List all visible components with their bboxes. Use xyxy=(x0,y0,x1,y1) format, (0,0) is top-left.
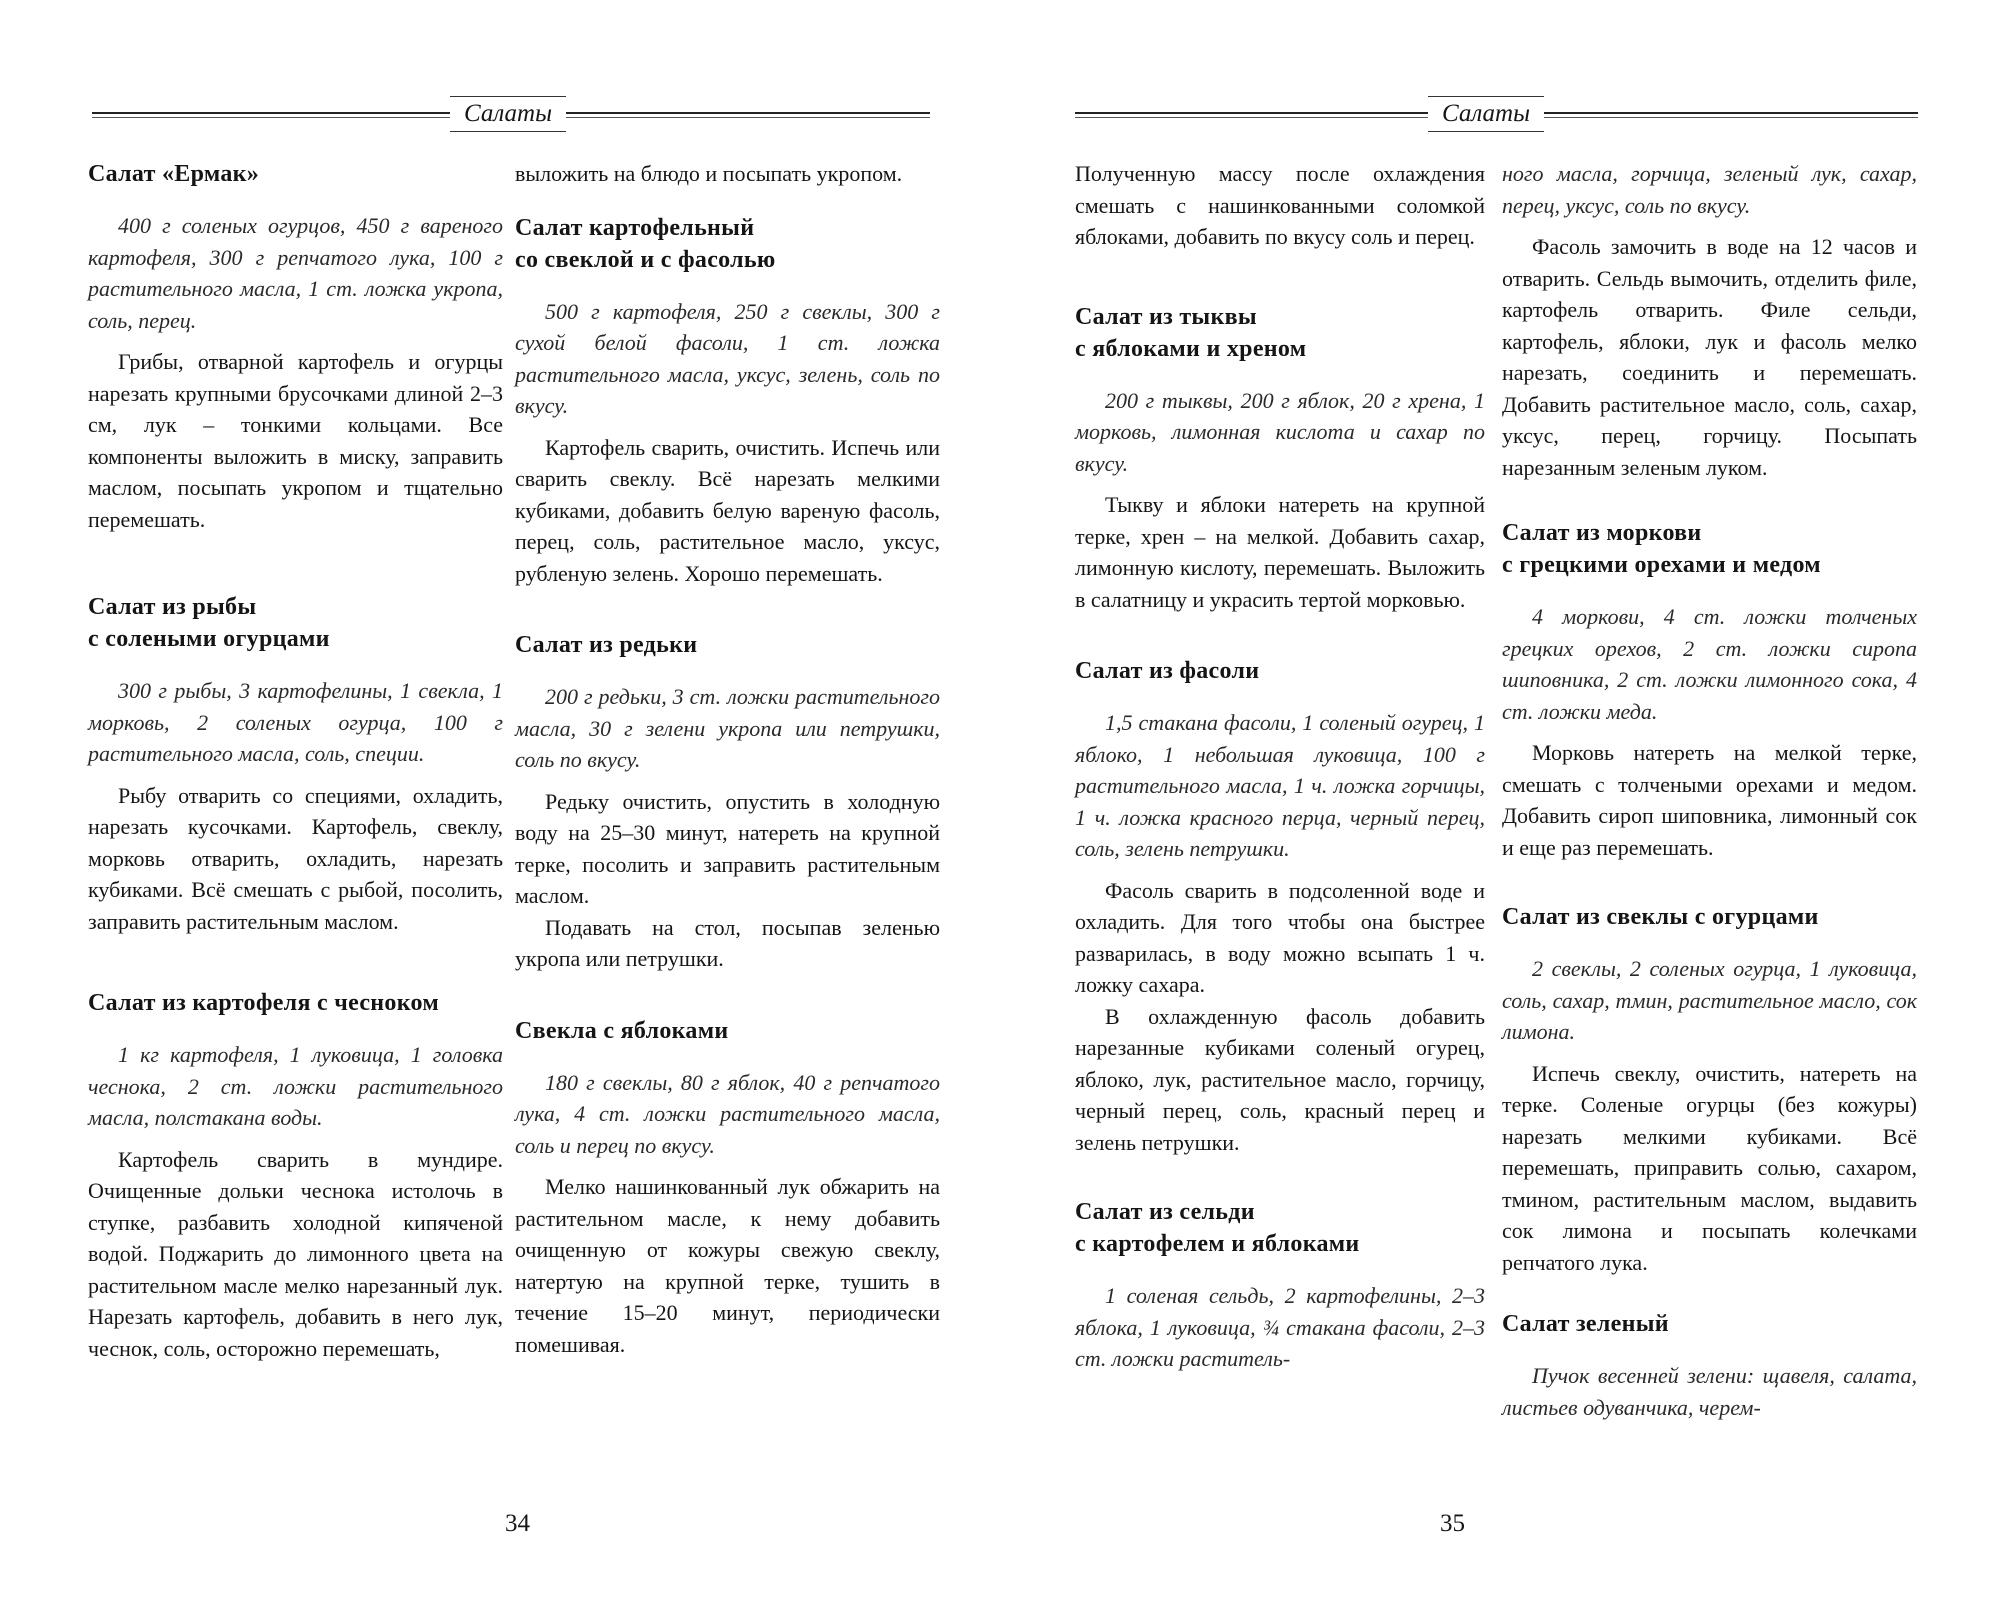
recipe-ingredients: 1 соленая сельдь, 2 картофелины, 2–3 яблока, 1 луковица, ¾ стакана фасоли, 2–3 ст. ложки раститель- xyxy=(1075,1283,1485,1371)
right-page xyxy=(1000,0,2000,1615)
recipe-step: Фасоль сварить в подсоленной воде и охладить. Для того чтобы она быстрее разварилась, в воду можно всыпать 1 ч. ложку сахара. xyxy=(1075,877,1485,997)
recipe-step: Редьку очистить, опустить в холодную воду на 25–30 минут, натереть на крупной терке, посолить и заправить растительным маслом. xyxy=(515,788,940,908)
page-number: 34 xyxy=(505,1510,530,1537)
recipe xyxy=(1502,517,1917,863)
recipe-title: Салат из фасоли xyxy=(1075,658,1260,684)
recipe-step: Рыбу отварить со специями, охладить, нарезать кусочками. Картофель, свеклу, морковь отварить, охладить, нарезать кубиками. Всё смешать с рыбой, посолить, заправить растительным маслом. xyxy=(88,782,503,934)
continued-step: Фасоль замочить в воде на 12 часов и отварить. Сельдь вымочить, отделить филе, картофель отварить. Филе сельди, картофель, яблоки, лук и фасоль мелко нарезать, соединить и перемешать. Добавить растительное масло, соль, сахар, уксус, перец, горчицу. Посыпать нарезанным зеленым луком. xyxy=(1502,234,1917,480)
recipe-title: Салат картофельный со свеклой и с фасолью xyxy=(515,214,776,273)
recipe-step: Испечь свеклу, очистить, натереть на терке. Соленые огурцы (без кожуры) нарезать мелкими кубиками. Всё перемешать, приправить солью, сахаром, тмином, растительным маслом, выдавить сок лимона и посыпать колечками репчатого лука. xyxy=(1502,1060,1917,1275)
right-column-1 xyxy=(1075,158,1485,1427)
recipe-title: Салат «Ермак» xyxy=(88,161,260,187)
recipe-ingredients: 1 кг картофеля, 1 луковица, 1 головка чеснока, 2 ст. ложки растительного масла, полстакана воды. xyxy=(88,1042,503,1130)
recipe-ingredients: 180 г свеклы, 80 г яблок, 40 г репчатого лука, 4 ст. ложки растительного масла, соль и перец по вкусу. xyxy=(515,1069,940,1158)
recipe xyxy=(515,212,940,590)
recipe-title: Свекла с яблоками xyxy=(515,1017,729,1044)
continued-ingredients: ного масла, горчица, зеленый лук, сахар, перец, уксус, соль по вкусу. xyxy=(1502,161,1917,218)
recipe-title: Салат из картофеля с чесноком xyxy=(88,990,440,1016)
recipe-step: Картофель сварить в мундире. Очищенные дольки чеснока истолочь в ступке, разбавить холодной кипяченой водой. Поджарить до лимонного цвета на растительном масле мелко нарезанный лук. Нарезать картофель, добавить в него лук, чеснок, соль, осторожно перемешать, xyxy=(88,1146,503,1361)
recipe-title: Салат из сельди с картофелем и яблоками xyxy=(1075,1199,1360,1257)
recipe-ingredients: 500 г картофеля, 250 г свеклы, 300 г сухой белой фасоли, 1 ст. ложка растительного масла, уксус, зелень, соль по вкусу. xyxy=(515,298,940,418)
recipe-step: Грибы, отварной картофель и огурцы нарезать крупными брусочками длиной 2–3 см, лук – тонкими кольцами. Все компоненты выложить в миску, заправить маслом, посыпать укропом и тщательно перемешать. xyxy=(88,349,503,532)
recipe-ingredients: 400 г соленых огурцов, 450 г вареного картофеля, 300 г репчатого лука, 100 г растительного масла, 1 ст. ложка укропа, соль, перец. xyxy=(88,213,503,333)
recipe xyxy=(88,158,503,535)
recipe xyxy=(88,591,503,937)
recipe-title: Салат из рыбы с солеными огурцами xyxy=(88,594,330,652)
left-column-2 xyxy=(515,158,940,1412)
recipe-ingredients: 1,5 стакана фасоли, 1 соленый огурец, 1 яблоко, 1 небольшая луковица, 100 г растительного масла, 1 ч. ложка горчицы, 1 ч. ложка красного перца, черный перец, соль, зелень петрушки. xyxy=(1075,710,1485,861)
continued-text: Полученную массу после охлаждения смешать с нашинкованными соломкой яблоками, добавить по вкусу соль и перец. xyxy=(1075,161,1485,249)
recipe-ingredients: 300 г рыбы, 3 картофелины, 1 свекла, 1 морковь, 2 соленых огурца, 100 г растительного масла, соль, специи. xyxy=(88,678,503,766)
recipe xyxy=(1502,901,1917,1278)
recipe-ingredients: 200 г редьки, 3 ст. ложки растительного масла, 30 г зелени укропа или петрушки, соль по вкусу. xyxy=(515,684,940,772)
recipe-step: Тыкву и яблоки натереть на крупной терке, хрен – на мелкой. Добавить сахар, лимонную кислоту, перемешать. Выложить в салатницу и украсить тертой морковью. xyxy=(1075,492,1485,612)
recipe-title: Салат из тыквы с яблоками и хреном xyxy=(1075,303,1307,362)
recipe-ingredients: Пучок весенней зелени: щавеля, салата, листьев одуванчика, черем- xyxy=(1502,1363,1917,1420)
recipe-title: Салат из моркови с грецкими орехами и медом xyxy=(1502,520,1821,578)
recipe-title: Салат зеленый xyxy=(1502,1311,1669,1337)
recipe-step: В охлажденную фасоль добавить нарезанные кубиками соленый огурец, яблоко, лук, растительное масло, горчицу, черный перец, соль, красный перец и зелень петрушки. xyxy=(1075,1003,1485,1155)
continued-text: выложить на блюдо и посыпать укропом. xyxy=(515,161,903,186)
running-header xyxy=(1075,94,1918,134)
recipe xyxy=(1075,1196,1485,1375)
recipe xyxy=(1075,655,1485,1158)
recipe xyxy=(1075,301,1485,616)
running-header xyxy=(92,94,930,134)
header-label: Салаты xyxy=(1428,96,1544,132)
recipe xyxy=(88,987,503,1364)
recipe-ingredients: 200 г тыквы, 200 г яблок, 20 г хрена, 1 морковь, лимонная кислота и сахар по вкусу. xyxy=(1075,387,1485,476)
left-column-1 xyxy=(88,158,503,1416)
recipe-ingredients: 2 свеклы, 2 соленых огурца, 1 луковица, соль, сахар, тмин, растительное масло, сок лимона. xyxy=(1502,956,1917,1044)
header-label: Салаты xyxy=(450,96,566,132)
recipe-title: Салат из свеклы с огурцами xyxy=(1502,904,1819,930)
recipe xyxy=(515,629,940,975)
right-column-2 xyxy=(1502,158,1917,1475)
recipe-step: Картофель сварить, очистить. Испечь или сварить свеклу. Всё нарезать мелкими кубиками, добавить белую вареную фасоль, перец, соль, растительное масло, уксус, рубленую зелень. Хорошо перемешать. xyxy=(515,434,940,586)
recipe xyxy=(1502,1308,1917,1423)
recipe-step: Морковь натереть на мелкой терке, смешать с толчеными орехами и медом. Добавить сироп шиповника, лимонный сок и еще раз перемешать. xyxy=(1502,740,1917,860)
page-number: 35 xyxy=(1440,1510,1465,1537)
recipe-title: Салат из редьки xyxy=(515,632,698,658)
recipe-ingredients: 4 моркови, 4 ст. ложки толченых грецких орехов, 2 ст. ложки сиропа шиповника, 2 ст. ложки лимонного сока, 4 ст. ложки меда. xyxy=(1502,604,1917,724)
recipe-step: Подавать на стол, посыпав зеленью укропа или петрушки. xyxy=(515,914,940,971)
recipe xyxy=(515,1015,940,1361)
recipe-step: Мелко нашинкованный лук обжарить на растительном масле, к нему добавить очищенную от кожуры свежую свеклу, натертую на крупной терке, тушить в течение 15–20 минут, периодически помешивая. xyxy=(515,1174,940,1357)
